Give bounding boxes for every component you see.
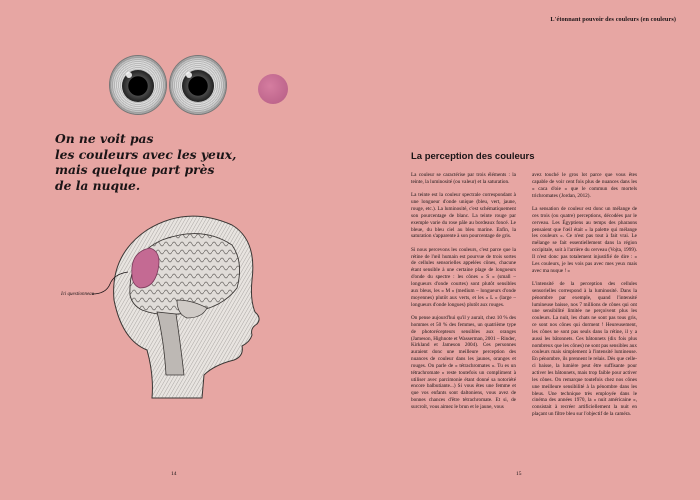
right-eye-icon <box>170 56 226 114</box>
eyes-illustration <box>110 56 230 116</box>
right-eye-glint <box>186 72 192 78</box>
paragraph: Si nous percevons les couleurs, c'est parce que la rétine de l'œil humain est pourvue de trois sortes de cellules sensorielles appelées cônes, chacune étant sensible à une certaine plage de longueurs d'onde du spectre : les cônes « S » (small – longueurs d'onde courtes) sont plutôt sensibles aux bleus, les « M » (medium – longueurs d'onde moyennes) plutôt aux verts, et les « L » (large – longueurs d'onde longues) plutôt aux rouges. <box>411 246 516 308</box>
annotation-pointer <box>92 270 132 300</box>
brain-illustration <box>92 200 282 400</box>
text-column-2 <box>532 172 637 424</box>
left-eye-glint <box>126 72 132 78</box>
quote-line-2: les couleurs avec les yeux, <box>55 146 237 162</box>
paragraph: La couleur se caractérise par trois éléments : la teinte, la luminosité (ou valeur) et la saturation. <box>411 172 516 185</box>
quote-line-3: mais quelque part près <box>55 162 215 177</box>
paragraph: La sensation de couleur est donc un mélange de ces trois (ou quatre) perceptions, décodées par le cerveau. Les Égyptiens au temps des pharaons pensaient que l'œil était « la palette qui mélange les couleurs ». Ce n'est pas tout à fait vrai. Le mélange se fait essentiellement dans la région occipitale, soit à l'arrière du cerveau (Vojta, 1999). Il n'est donc pas totalement injustifié de dire : « Les couleurs, je les vois pas avec mes yeux mais avec ma nuque ! » <box>532 205 637 274</box>
section-title: La perception des couleurs <box>411 151 535 162</box>
annotation-label: Ici questionneau <box>61 292 95 297</box>
page-number-right: 15 <box>516 471 522 477</box>
page-number-left: 14 <box>171 471 177 477</box>
pink-dot <box>258 74 288 104</box>
paragraph: avez touché le gros lot parce que vous êtes capable de voir cent fois plus de nuances dans les « caca d'oie » que le commun des mortels trichromates (Jordan, 2012). <box>532 172 637 199</box>
paragraph: On pense aujourd'hui qu'il y aurait, chez 10 % des hommes et 50 % des femmes, un quatrième type de photorécepteurs sensibles aux oranges (Jameson, Highnote et Wasserman, 2001 – Rinder, Kirkland et Jameson 2004). Ces personnes auraient donc une meilleure perception des nuances de couleur dans les jaunes, oranges et rouges. On parle de « tétrachromates ». Tu es un tétrachromate » reste toutefois un compliment à utiliser avec parcimonie étant donné sa notoriété encore balbutiante...) Si vous êtes une femme et que vos enfants sont daltoniens, vous avez de bonnes chances d'être tétrachromate. Et si, de surcroît, vous aimez le brun et le jaune, vous <box>411 314 516 410</box>
quote-line-1: On ne voit pas <box>55 131 154 146</box>
text-column-1 <box>411 172 516 417</box>
left-eye-icon <box>110 56 166 114</box>
paragraph: La teinte est la couleur spectrale correspondant à une longueur d'onde unique (bleu, vert, jaune, rouge, etc.). La luminosité, c'est schématiquement son pourcentage de blanc. La teinte rouge par exemple varie du rose pâle au bordeaux foncé. Le bleue, du bleu ciel au bleu marine. Enfin, la saturation s'apparente à son pourcentage de gris. <box>411 192 516 240</box>
quote-line-4: de la nuque. <box>55 177 141 193</box>
running-title: L'étonnant pouvoir des couleurs (en couleurs) <box>550 16 676 23</box>
paragraph: L'intensité de la perception des cellules sensorielles correspond à la luminosité. Dans la pénombre par exemple, quand l'intensité lumineuse baisse, nos 7 millions de cônes qui ont une sensibilité limitée ne perçoivent plus les couleurs. La nuit, les chats ne sont pas tous gris, ce sont nos cônes qui dorment ! Heureusement, les cônes ne sont pas seuls dans la rétine, il y a aussi les bâtonnets. Ces bâtonnets (dix fois plus nombreux que les cônes) ne sont pas sensibles aux couleurs mais simplement à l'intensité lumineuse. En pénombre, ils prennent le relais. Dès que celle-ci baisse, la lumière peut être suffisante pour activer les bâtonnets, mais trop faible pour activer les cônes. On remarque toutefois chez nos cônes une meilleure sensibilité à la pénombre dans les bleus. Une technique très employée dans le cinéma des années 1970, la « nuit américaine », consistait à recréer artificiellement la nuit en plaçant un filtre bleu sur l'objectif de la caméra. <box>532 281 637 418</box>
pull-quote <box>55 131 235 193</box>
